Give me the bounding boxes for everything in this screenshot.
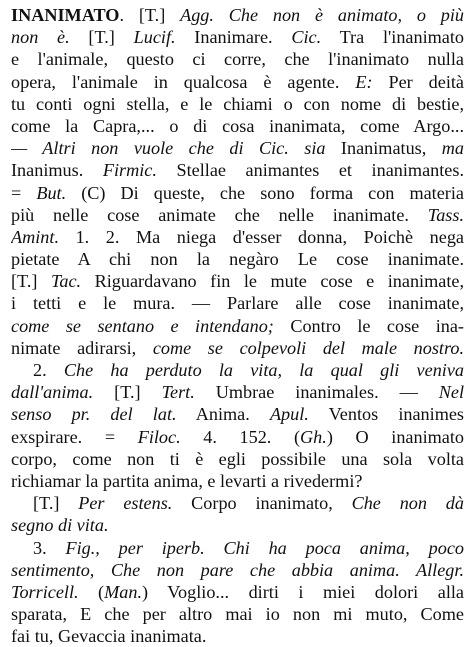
- text-line: [11, 381, 464, 403]
- text-segment: Inanimatus,: [325, 138, 442, 159]
- text-segment: . [T.]: [119, 5, 181, 25]
- text-segment: [T.]: [93, 382, 162, 403]
- text-segment: exspirare. =: [11, 426, 138, 447]
- text-segment: sentimento, Che non pare che abbia anima. Allegr.: [11, 559, 464, 580]
- text-segment: 3.: [33, 537, 66, 558]
- text-segment: Man.: [104, 581, 143, 602]
- text-line: [11, 48, 464, 70]
- text-segment: Corpo inanimato,: [172, 493, 352, 514]
- text-segment: =: [11, 182, 37, 203]
- text-line: [11, 93, 464, 115]
- text-segment: come se sentano e intendano;: [11, 315, 274, 336]
- text-segment: [T.]: [69, 27, 134, 48]
- text-segment: fai tu, Gevaccia inanimata.: [11, 626, 207, 647]
- text-line: [11, 514, 464, 536]
- text-segment: come la Capra,... o di cosa inanimata, come Argo...: [11, 115, 464, 136]
- text-segment: corpo, come non ti è egli possibile una sola volta: [11, 448, 464, 469]
- text-segment: Cic.: [291, 27, 322, 48]
- headword: INANIMATO: [11, 5, 120, 25]
- text-segment: (C) Di queste, che sono forma con materia: [66, 182, 464, 203]
- text-line: [11, 625, 464, 647]
- text-segment: [T.]: [11, 271, 51, 292]
- text-segment: Fig., per iperb. Chi ha poca anima, poco: [65, 537, 464, 558]
- text-segment: Agg. Che non è animato, o più: [180, 5, 464, 25]
- text-segment: Per estens.: [78, 493, 173, 514]
- text-segment: Tert.: [161, 382, 195, 403]
- text-segment: richiamar la partita anima, e levarti a rivedermi?: [11, 470, 363, 491]
- text-segment: Per deità: [372, 71, 464, 92]
- text-segment: But.: [36, 182, 67, 203]
- text-segment: Riguardavano fin le mute cose e inanimate,: [81, 271, 464, 292]
- text-line: [11, 248, 464, 270]
- text-segment: segno di vita.: [11, 515, 109, 536]
- text-line: [11, 26, 464, 48]
- text-segment: pietate A chi non la negàro Le cose inanimate.: [11, 249, 464, 270]
- text-segment: Apul.: [269, 404, 309, 425]
- text-segment: Ventos inanimes: [308, 404, 464, 425]
- text-segment: Anima.: [176, 404, 270, 425]
- text-line: [11, 337, 464, 359]
- text-segment: tu conti ogni stella, e le chiami o con nome di bestie,: [11, 93, 464, 114]
- text-segment: Amint.: [11, 226, 59, 247]
- text-segment: Inanimus.: [11, 160, 103, 181]
- text-segment: 2.: [33, 360, 64, 380]
- text-line: [11, 581, 464, 603]
- text-line: [11, 270, 464, 292]
- text-line: [11, 470, 464, 492]
- text-segment: Contro le cose ina-: [273, 315, 464, 336]
- text-segment: ) Voglio... dirti i miei dolori alla: [142, 581, 464, 602]
- text-segment: Inanimare.: [175, 27, 292, 48]
- text-segment: 4. 152. (: [180, 426, 301, 447]
- text-segment: più nelle cose animate che nelle inanimate.: [11, 204, 428, 225]
- text-line: [11, 115, 464, 137]
- text-line: [11, 537, 464, 559]
- text-segment: E:: [355, 71, 373, 92]
- text-line: [11, 292, 464, 314]
- text-line: [11, 159, 464, 181]
- text-line: [11, 426, 464, 448]
- text-segment: Gh.: [300, 426, 327, 447]
- text-segment: nimate adirarsi,: [11, 337, 153, 358]
- text-line: [11, 403, 464, 425]
- text-line: [11, 204, 464, 226]
- text-line: [11, 448, 464, 470]
- dictionary-entry-inanimato: [11, 4, 464, 647]
- text-line: [11, 603, 464, 625]
- text-segment: i tetti e le mura. — Parlare alle cose inanimate,: [11, 293, 464, 314]
- text-segment: Stellae animantes et inanimantes.: [156, 160, 464, 181]
- text-segment: come se colpevoli del male nostro.: [152, 337, 464, 358]
- text-segment: non è.: [11, 27, 70, 48]
- text-segment: ma: [441, 138, 464, 159]
- text-line: [11, 315, 464, 337]
- text-segment: sparata, E che per altro mai io non mi muto, Come: [11, 604, 464, 625]
- text-segment: Tra l'inanimato: [321, 27, 464, 48]
- text-segment: Firmic.: [102, 160, 157, 181]
- text-segment: dall'anima.: [11, 382, 94, 403]
- text-line: [11, 182, 464, 204]
- text-segment: senso pr. del lat.: [11, 404, 177, 425]
- text-segment: Nel: [438, 382, 464, 403]
- text-segment: 1. 2. Ma niega d'esser donna, Poichè nega: [59, 226, 464, 247]
- text-line: [11, 137, 464, 159]
- text-segment: Che non dà: [351, 493, 464, 514]
- text-line: [11, 71, 464, 93]
- text-segment: Torricell.: [11, 581, 79, 602]
- text-segment: Che ha perduto la vita, la qual gli veniva: [63, 360, 464, 380]
- text-line: [11, 492, 464, 514]
- text-line: [11, 359, 464, 381]
- text-segment: Lucif.: [133, 27, 176, 48]
- text-segment: Filoc.: [137, 426, 181, 447]
- text-segment: (: [78, 581, 105, 602]
- text-segment: e l'animale, questo ci corre, che l'inanimato nulla: [11, 49, 464, 70]
- text-line: [11, 4, 464, 26]
- text-line: [11, 559, 464, 581]
- text-segment: Tac.: [50, 271, 82, 292]
- text-segment: opera, l'animale in qualcosa è agente.: [11, 71, 356, 92]
- text-segment: ) O inanimato: [326, 426, 464, 447]
- text-segment: Tass.: [427, 204, 464, 225]
- text-segment: — Altri non vuole che di Cic. sia: [11, 138, 326, 159]
- text-segment: [T.]: [33, 493, 79, 514]
- text-line: [11, 226, 464, 248]
- text-segment: Umbrae inanimales. —: [194, 382, 439, 403]
